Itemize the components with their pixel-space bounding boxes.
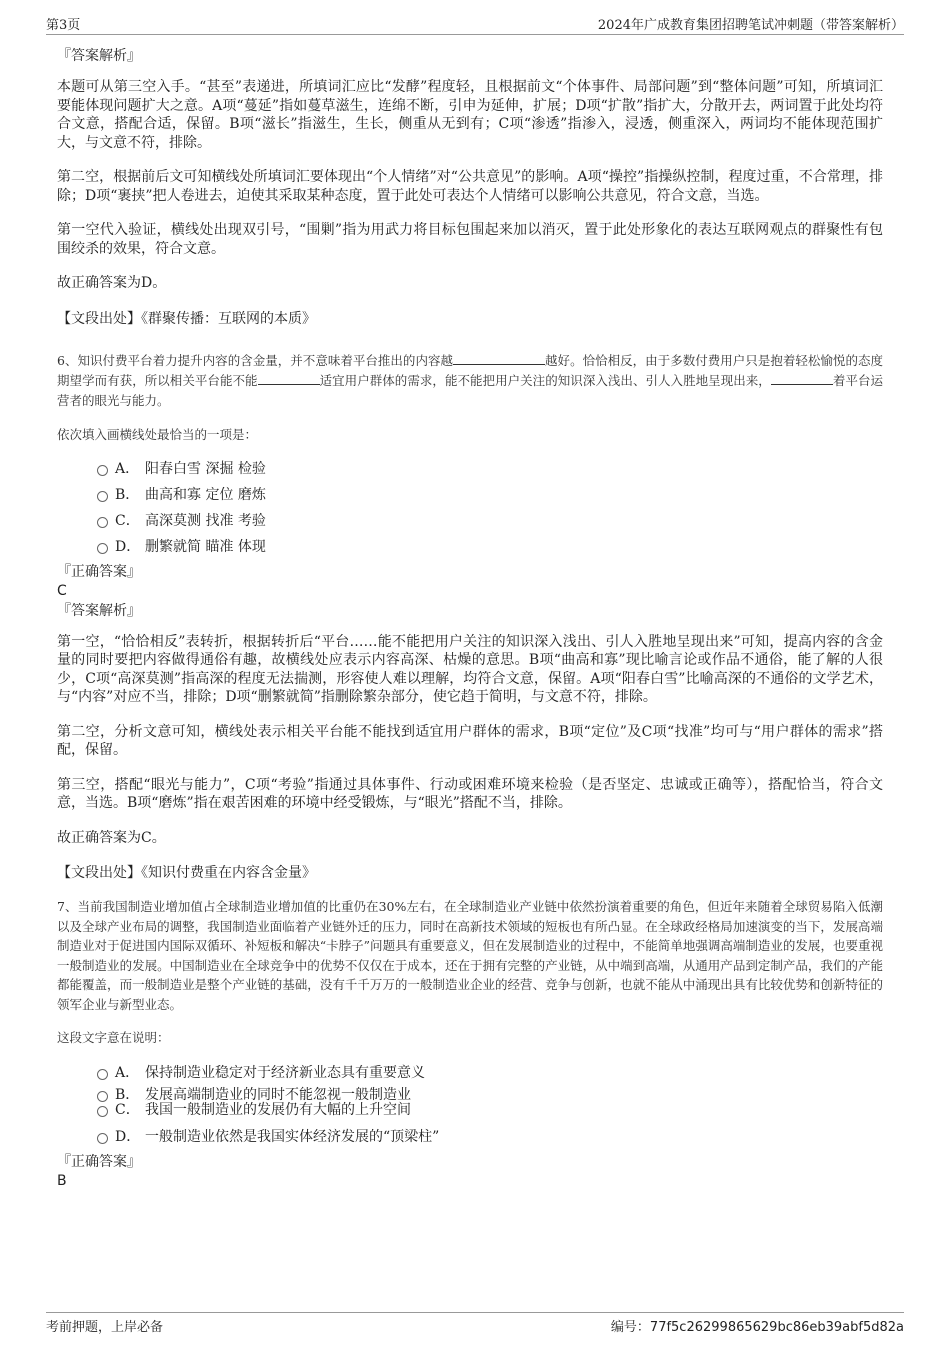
analysis-conclusion: 故正确答案为C。 <box>57 829 166 846</box>
analysis-paragraph: 第三空，搭配“眼光与能力”，C项“考验”指通过具体事件、行动或困难环境来检验（是否坚定、忠诚或正确等），搭配恰当，符合文意，当选。B项“磨炼”指在艰苦困难的环境中经受锻炼，与“眼光”搭配不当，排除。 <box>57 776 883 811</box>
analysis-paragraph: 第一空，“恰恰相反”表转折，根据转折后“平台……能不能把用户关注的知识深入浅出、引人入胜地呈现出来”可知，提高内容的含金量的同时要把内容做得通俗有趣，故横线处应表示内容高深、枯燥的意思。B项“曲高和寡”现比喻言论或作品不通俗，能了解的人很少，C项“高深莫测”指高深的程度无法揣测，形容使人难以理解，均符合文意，保留。A项“阳春白雪”比喻高深的不通俗的文学艺术，与“内容”对应不当，排除；D项“删繁就简”指删除繁杂部分，使它趋于简明，与文意不符，排除。 <box>57 633 883 705</box>
correct-answer-label: 『正确答案』 <box>57 1154 141 1170</box>
page-content <box>57 46 883 1190</box>
document-title: 2024年广成教育集团招聘笔试冲刺题（带答案解析） <box>597 18 904 33</box>
option-text: 发展高端制造业的同时不能忽视一般制造业 <box>145 1087 411 1103</box>
stem-text: 越好。恰恰相反，由于多数付费用户只是抱着轻松愉悦的态度期望学而有获，所以相关平台能不能 <box>57 352 883 388</box>
question-7-prompt: 这段文字意在说明： <box>57 1030 170 1045</box>
page-header <box>46 14 904 35</box>
analysis-label-q6: 『答案解析』 <box>57 602 141 619</box>
question-6-stem <box>57 351 883 411</box>
option-text: 阳春白雪 深掘 检验 <box>145 460 266 477</box>
option-c[interactable] <box>57 508 883 534</box>
option-a[interactable] <box>57 456 883 482</box>
document-code <box>611 1316 904 1335</box>
option-d[interactable] <box>57 534 883 560</box>
code-value: 77f5c26299865629bc86eb39abf5d82a <box>649 1320 904 1335</box>
analysis-paragraph: 本题可从第三空入手。“甚至”表递进，所填词汇应比“发酵”程度轻，且根据前文“个体事件、局部问题”到“整体问题”可知，所填词汇要能体现问题扩大之意。A项“蔓延”指如蔓草滋生，连绵不断，引申为延伸，扩展；D项“扩散”指扩大，分散开去，两词置于此处均符合文意，搭配合适，保留。B项“滋长”指滋生，生长，侧重从无到有；C项“渗透”指渗入，浸透，侧重深入，两词均不能体现范围扩大，与文意不符，排除。 <box>57 79 883 151</box>
radio-button-icon[interactable] <box>97 517 108 528</box>
stem-text: 适宜用户群体的需求，能不能把用户关注的知识深入浅出、引人入胜地呈现出来， <box>319 372 771 388</box>
stem-text: 6、知识付费平台着力提升内容的含金量，并不意味着平台推出的内容越 <box>57 352 454 368</box>
fill-blank-1 <box>453 352 545 365</box>
fill-blank-2 <box>258 372 320 385</box>
radio-button-icon[interactable] <box>97 543 108 554</box>
page-footer <box>46 1312 904 1335</box>
code-label: 编号： <box>610 1320 650 1335</box>
correct-answer-value: B <box>57 1173 67 1189</box>
correct-answer-value: C <box>57 582 67 599</box>
footer-slogan: 考前押题，上岸必备 <box>46 1320 164 1335</box>
correct-answer-label: 『正确答案』 <box>57 563 141 580</box>
source-citation: 【文段出处】《知识付费重在内容含金量》 <box>57 865 316 881</box>
option-text: 我国一般制造业的发展仍有大幅的上升空间 <box>145 1102 411 1118</box>
option-text: 删繁就简 瞄准 体现 <box>145 538 266 555</box>
option-letter: B． <box>115 486 140 503</box>
page-number: 第3页 <box>46 18 81 33</box>
option-letter: B． <box>115 1087 140 1103</box>
source-citation: 【文段出处】《群聚传播：互联网的本质》 <box>57 310 316 327</box>
option-text: 曲高和寡 定位 磨炼 <box>145 486 266 503</box>
option-c[interactable] <box>57 1102 883 1120</box>
option-b[interactable] <box>57 1088 883 1102</box>
option-letter: D． <box>115 1129 141 1145</box>
radio-button-icon[interactable] <box>97 465 108 476</box>
option-letter: C． <box>115 512 140 529</box>
analysis-paragraph: 第一空代入验证，横线处出现双引号，“围剿”指为用武力将目标包围起来加以消灭，置于此处形象化的表达互联网观点的群聚性有包围绞杀的效果，符合文意。 <box>57 222 883 257</box>
question-6-options <box>57 456 883 560</box>
stem-text: 着平台运营者的眼光与能力。 <box>57 372 883 408</box>
question-6-prompt: 依次填入画横线处最恰当的一项是： <box>57 426 258 442</box>
option-letter: D． <box>115 538 141 555</box>
radio-button-icon[interactable] <box>97 1106 108 1117</box>
option-letter: A． <box>115 1065 140 1081</box>
option-b[interactable] <box>57 482 883 508</box>
option-text: 一般制造业依然是我国实体经济发展的“顶梁柱” <box>145 1129 440 1145</box>
option-letter: C． <box>115 1102 140 1118</box>
option-text: 高深莫测 找准 考验 <box>145 512 266 529</box>
radio-button-icon[interactable] <box>97 1091 108 1102</box>
analysis-conclusion: 故正确答案为D。 <box>57 275 167 291</box>
analysis-paragraph: 第二空，分析文意可知，横线处表示相关平台能不能找到适宜用户群体的需求，B项“定位”及C项“找准”均可与“用户群体的需求”搭配，保留。 <box>57 723 883 758</box>
radio-button-icon[interactable] <box>97 491 108 502</box>
analysis-paragraph: 第二空，根据前后文可知横线处所填词汇要体现出“个人情绪”对“公共意见”的影响。A项“操控”指操纵控制，程度过重，不合常理，排除；D项“裹挟”把人卷进去，迫使其采取某种态度，置于此处可表达个人情绪可以影响公共意见，符合文意，当选。 <box>57 169 883 204</box>
radio-button-icon[interactable] <box>97 1133 108 1144</box>
fill-blank-3 <box>771 372 833 385</box>
option-text: 保持制造业稳定对于经济新业态具有重要意义 <box>145 1065 425 1081</box>
option-d[interactable] <box>57 1124 883 1150</box>
option-a[interactable] <box>57 1061 883 1085</box>
radio-button-icon[interactable] <box>97 1069 108 1080</box>
analysis-label-q5: 『答案解析』 <box>57 48 141 64</box>
question-7-stem: 7、当前我国制造业增加值占全球制造业增加值的比重仍在30%左右，在全球制造业产业链中依然扮演着重要的角色，但近年来随着全球贸易陷入低潮以及全球产业布局的调整，我国制造业面临着产业链外迁的压力，同时在高新技术领域的短板也有所凸显。在全球政经格局加速演变的当下，发展高端制造业对于促进国内国际双循环、补短板和解决“卡脖子”问题具有重要意义，但在发展制造业的过程中，不能简单地强调高端制造业的发展，也要重视一般制造业的发展。中国制造业在全球竞争中的优势不仅仅在于成本，还在于拥有完整的产业链，从中端到高端，从通用产品到定制产品，我们的产能都能覆盖，而一般制造业是整个产业链的基础，没有千千万万的一般制造业企业的经营、竞争与创新，也就不能从中涌现出具有比较优势和创新特征的领军企业与新型业态。 <box>57 899 883 1012</box>
question-7-options <box>57 1061 883 1150</box>
option-letter: A． <box>115 460 140 477</box>
